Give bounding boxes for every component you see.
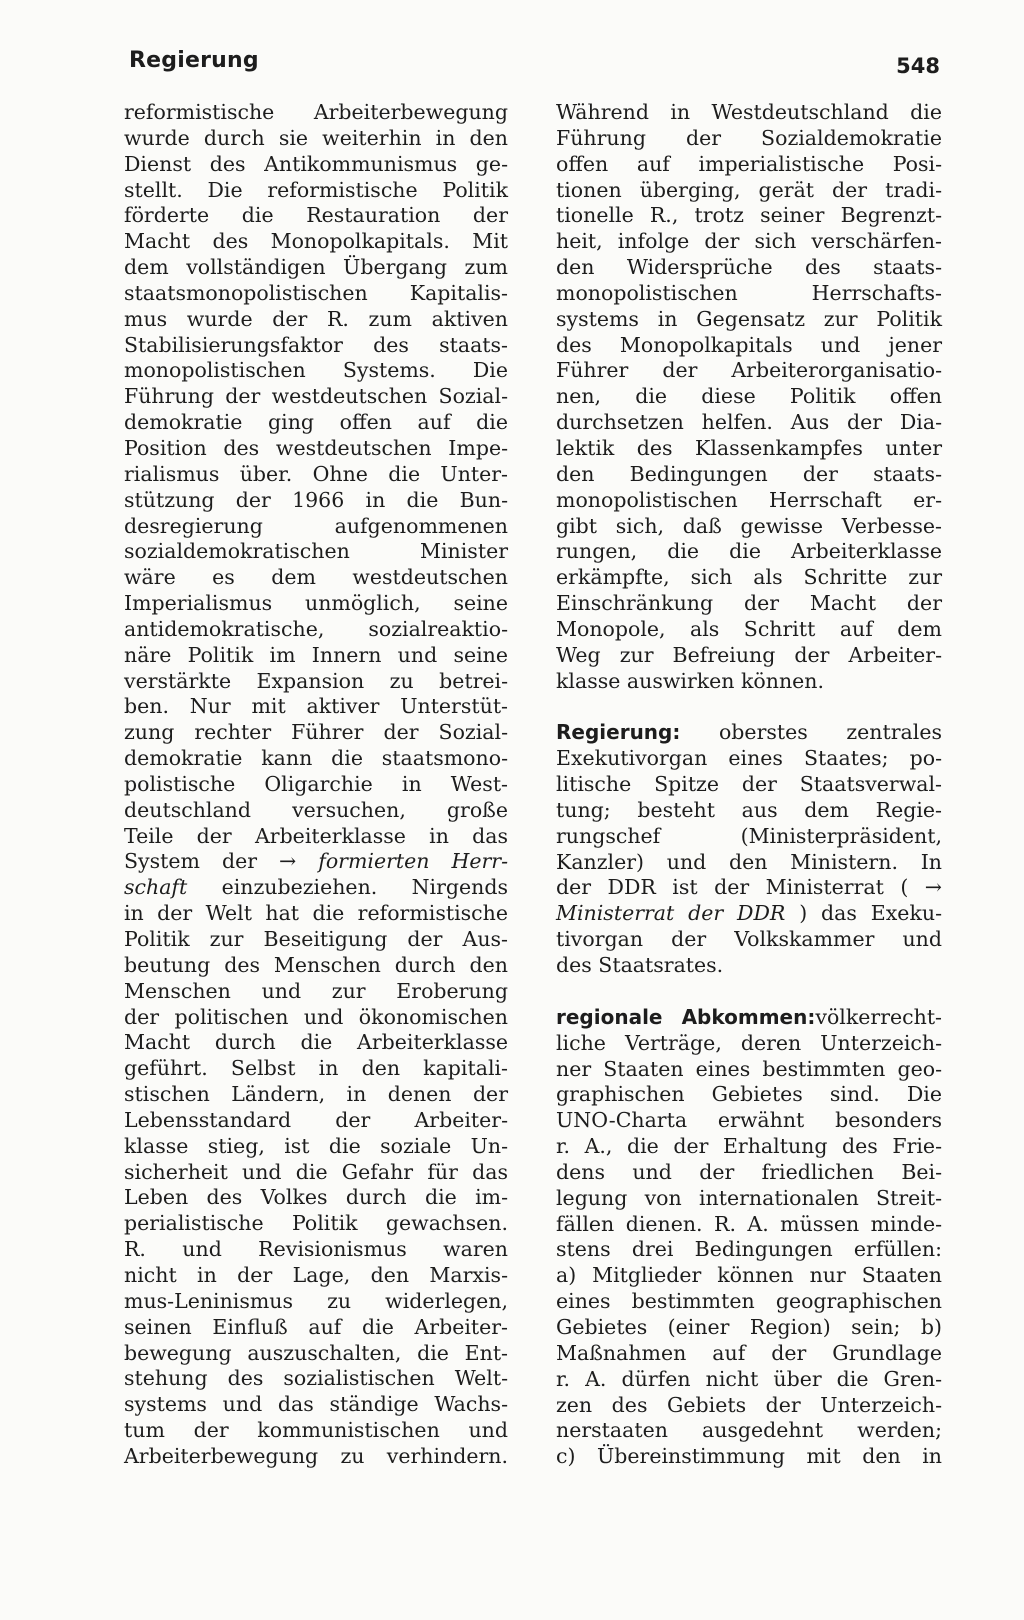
text-line: den Widersprüche des staats- (556, 255, 942, 280)
text-line: nen, die diese Politik offen (556, 384, 942, 409)
text-line: stellt. Die reformistische Politik (124, 177, 508, 202)
cross-reference-term[interactable]: formierten Herr- (318, 849, 509, 874)
text-line: monopolistischen Systems. Die (124, 358, 508, 383)
text-line: demokratie kann die staatsmono- (124, 746, 508, 771)
text-line: Gebietes (einer Region) sein; b) (556, 1314, 942, 1339)
text-line: geführt. Selbst in den kapitali- (124, 1056, 508, 1081)
text-line: R. und Revisionismus waren (124, 1237, 508, 1262)
text-line: graphischen Gebietes sind. Die (556, 1082, 942, 1107)
running-head-keyword: Regierung (129, 48, 259, 73)
text-line: Arbeiterbewegung zu verhindern. (124, 1443, 508, 1468)
text-line: Teile der Arbeiterklasse in das (124, 823, 508, 848)
text-line: antidemokratische, sozialreaktio- (124, 616, 508, 641)
text-line: mus wurde der R. zum aktiven (124, 306, 508, 331)
right-column (556, 100, 942, 1470)
text-line: ner Staaten eines bestimmten geo- (556, 1056, 942, 1081)
text-line: deutschland versuchen, große (124, 797, 508, 822)
text-line: in der Welt hat die reformistische (124, 901, 508, 926)
text-line: eines bestimmten geographischen (556, 1289, 942, 1314)
text-line: Monopole, als Schritt auf dem (556, 616, 942, 641)
text-line: Position des westdeutschen Impe- (124, 435, 508, 460)
text-line: nicht in der Lage, den Marxis- (124, 1262, 508, 1287)
entry-first-line: Regierung: oberstes zentrales (556, 720, 942, 745)
text-line: monopolistischen Herrschaft er- (556, 487, 942, 512)
text-line: lektik des Klassenkampfes unter (556, 435, 942, 460)
text-line: Maßnahmen auf der Grundlage (556, 1340, 942, 1365)
text-line: systems und das ständige Wachs- (124, 1392, 508, 1417)
entry-first-line: regionale Abkommen:völkerrecht- (556, 1004, 942, 1029)
text-line: Stabilisierungsfaktor des staats- (124, 332, 508, 357)
text-line: zen des Gebiets der Unterzeich- (556, 1392, 942, 1417)
text-line: den Bedingungen der staats- (556, 461, 942, 486)
text-line: beutung des Menschen durch den (124, 952, 508, 977)
text-line: heit, infolge der sich verschärfen- (556, 229, 942, 254)
text-line: liche Verträge, deren Unterzeich- (556, 1030, 942, 1055)
text-line: monopolistischen Herrschafts- (556, 280, 942, 305)
headword-regierung: Regierung: (556, 720, 681, 745)
text-line: r. A. dürfen nicht über die Gren- (556, 1366, 942, 1391)
text-line: desregierung aufgenommenen (124, 513, 508, 538)
text-line: Dienst des Antikommunismus ge- (124, 151, 508, 176)
text-line: dens und der friedlichen Bei- (556, 1159, 942, 1184)
text-line: Führung der westdeutschen Sozial- (124, 384, 508, 409)
text-line: Imperialismus unmöglich, seine (124, 591, 508, 616)
entry-regionale-abkommen (556, 1005, 942, 1470)
cross-reference-line-2: schaft einzubeziehen. Nirgends (124, 875, 508, 900)
cross-reference-term-continued[interactable]: schaft (124, 875, 188, 900)
text-line: Kanzler) und den Ministern. In (556, 849, 942, 874)
text-line: näre Politik im Innern und seine (124, 642, 508, 667)
text-line: Während in Westdeutschland die (556, 100, 942, 124)
text-line: c) Übereinstimmung mit den in (556, 1444, 942, 1469)
text-line: wurde durch sie weiterhin in den (124, 125, 508, 150)
text-line: Einschränkung der Macht der (556, 591, 942, 616)
left-body-text (124, 100, 508, 849)
text-line: rungen, die die Arbeiterklasse (556, 539, 942, 564)
text-line: wäre es dem westdeutschen (124, 565, 508, 590)
text-line: rungschef (Ministerpräsident, (556, 823, 942, 848)
text-line: bewegung auszuschalten, die Ent- (124, 1340, 508, 1365)
text-line: nerstaaten ausgedehnt werden; (556, 1418, 942, 1443)
text-line: staatsmonopolistischen Kapitalis- (124, 280, 508, 305)
text-line: stischen Ländern, in denen der (124, 1082, 508, 1107)
cross-reference-line: System der → formierten Herr- (124, 849, 509, 874)
text-line: offen auf imperialistische Posi- (556, 151, 942, 176)
text-line: tionelle R., trotz seiner Begrenzt- (556, 203, 942, 228)
text-line: verstärkte Expansion zu betrei- (124, 668, 508, 693)
text-line: systems in Gegensatz zur Politik (556, 306, 942, 331)
text-line: Politik zur Beseitigung der Aus- (124, 927, 508, 951)
text-line: perialistische Politik gewachsen. (124, 1211, 508, 1236)
entry-body (556, 746, 942, 875)
cross-reference-arrow-icon: → (279, 849, 297, 874)
left-body-text-continued (124, 901, 508, 1470)
text-line: a) Mitglieder können nur Staaten (556, 1263, 942, 1288)
text-line: reformistische Arbeiterbewegung (124, 100, 508, 124)
text-line: legung von internationalen Streit- (556, 1185, 942, 1210)
text-line: Macht des Monopolkapitals. Mit (124, 229, 508, 254)
text-line: Führer der Arbeiterorganisatio- (556, 358, 942, 383)
entry-reference-line: der DDR ist der Ministerrat ( → (556, 875, 942, 900)
text-line: tionen überging, gerät der tradi- (556, 177, 942, 202)
text-line: Leben des Volkes durch die im- (124, 1185, 508, 1210)
text-line: sicherheit und die Gefahr für das (124, 1159, 508, 1184)
text-line: zung rechter Führer der Sozial- (124, 720, 508, 745)
text-line: klasse stieg, ist die soziale Un- (124, 1133, 508, 1158)
text-line: UNO-Charta erwähnt besonders (556, 1108, 942, 1133)
text-line: rialismus über. Ohne die Unter- (124, 461, 508, 486)
cross-reference-arrow-icon: → (924, 875, 942, 900)
text-line: Führung der Sozialdemokratie (556, 125, 942, 150)
text-line: durchsetzen helfen. Aus der Dia- (556, 410, 942, 435)
page-number: 548 (896, 54, 940, 78)
text-line: des Monopolkapitals und jener (556, 332, 942, 357)
text-line: Menschen und zur Eroberung (124, 978, 508, 1003)
text-line: fällen dienen. R. A. müssen minde- (556, 1211, 942, 1236)
entry-regierung (556, 720, 942, 978)
text-line: Macht durch die Arbeiterklasse (124, 1030, 508, 1055)
text-line: tum der kommunistischen und (124, 1418, 508, 1443)
left-column (124, 100, 508, 1470)
text-line: stehung des sozialistischen Welt- (124, 1366, 508, 1391)
cross-reference-term[interactable]: Ministerrat der DDR (556, 901, 786, 926)
entry-separator (556, 694, 942, 720)
entry-separator (556, 979, 942, 1005)
text-line: tung; besteht aus dem Regie- (556, 797, 942, 822)
headword-regionale-abkommen: regionale Abkommen: (556, 1004, 816, 1029)
entry-body (556, 1031, 942, 1470)
text-line: sozialdemokratischen Minister (124, 539, 508, 564)
entry-reference-line-2: Ministerrat der DDR ) das Exeku- (556, 901, 942, 926)
text-line: stens drei Bedingungen erfüllen: (556, 1237, 942, 1262)
text-line: polistische Oligarchie in West- (124, 771, 508, 796)
text-line: Weg zur Befreiung der Arbeiter- (556, 642, 942, 667)
text-line: Lebensstandard der Arbeiter- (124, 1107, 508, 1132)
entry-body-continued (556, 927, 942, 953)
text-line: stützung der 1966 in die Bun- (124, 487, 508, 512)
text-line: gibt sich, daß gewisse Verbesse- (556, 513, 942, 538)
text-line: mus-Leninismus zu widerlegen, (124, 1288, 508, 1313)
text-line: ben. Nur mit aktiver Unterstüt- (124, 694, 508, 719)
text-line: förderte die Restauration der (124, 203, 508, 228)
text-line: demokratie ging offen auf die (124, 410, 508, 435)
text-line: erkämpfte, sich als Schritte zur (556, 565, 942, 590)
text-line: Exekutivorgan eines Staates; po- (556, 746, 942, 771)
continuation-text (556, 100, 942, 669)
text-line: seinen Einfluß auf die Arbeiter- (124, 1314, 508, 1339)
text-line: tivorgan der Volkskammer und (556, 927, 942, 952)
text-line: dem vollständigen Übergang zum (124, 255, 508, 280)
text-line: der politischen und ökonomischen (124, 1004, 508, 1029)
text-line: litische Spitze der Staatsverwal- (556, 772, 942, 797)
entry-last-line: des Staatsrates. (556, 953, 724, 977)
text-line: r. A., die der Erhaltung des Frie- (556, 1134, 942, 1159)
continuation-last-line: klasse auswirken können. (556, 668, 825, 693)
